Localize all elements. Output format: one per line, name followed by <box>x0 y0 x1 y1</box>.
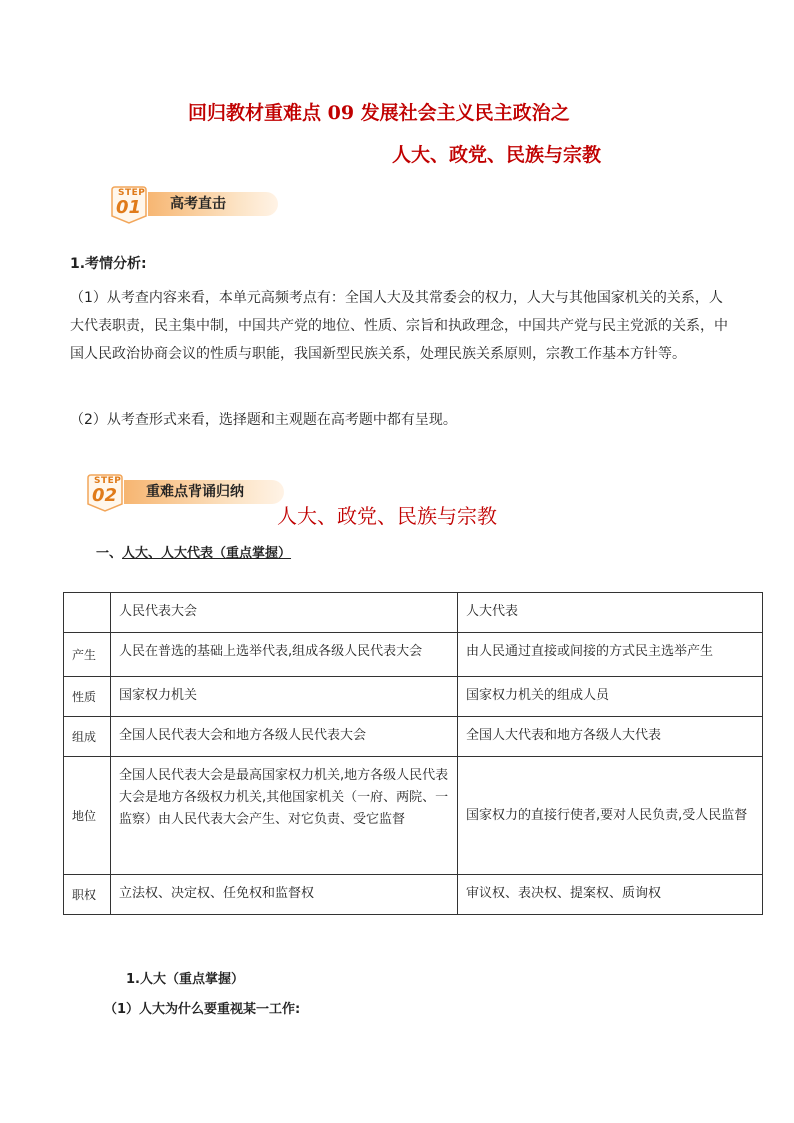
step-word: STEP <box>118 188 146 198</box>
table-cell: 全国人民代表大会和地方各级人民代表大会 <box>111 717 458 757</box>
comparison-table <box>63 592 763 915</box>
row-label: 性质 <box>64 677 111 717</box>
section-heading-renda-sub: 1.人大（重点掌握） <box>126 972 244 987</box>
table-cell: 由人民通过直接或间接的方式民主选举产生 <box>458 633 763 677</box>
step-number: 02 <box>92 485 118 506</box>
row-label: 地位 <box>64 757 111 875</box>
heading-prefix: 一、 <box>96 546 123 561</box>
section-heading-kaoqing: 1.考情分析: <box>70 256 147 272</box>
step-tag-icon <box>110 186 148 224</box>
step-02-badge <box>86 474 276 514</box>
table-header-cell: 人民代表大会 <box>111 593 458 633</box>
table-row <box>64 875 763 915</box>
document-title-line1: 回归教材重难点 09 发展社会主义民主政治之 <box>188 102 570 124</box>
paragraph-form: （2）从考查形式来看，选择题和主观题在高考题中都有呈现。 <box>70 412 457 428</box>
table-cell: 全国人大代表和地方各级人大代表 <box>458 717 763 757</box>
table-cell: 国家权力机关的组成人员 <box>458 677 763 717</box>
row-label: 产生 <box>64 633 111 677</box>
table-cell: 国家权力机关 <box>111 677 458 717</box>
table-cell: 全国人民代表大会是最高国家权力机关,地方各级人民代表大会是地方各级权力机关,其他国家机关（一府、两院、一监察）由人民代表大会产生、对它负责、受它监督 <box>111 757 458 875</box>
table-cell: 人民在普选的基础上选举代表,组成各级人民代表大会 <box>111 633 458 677</box>
paragraph-content: （1）从考查内容来看，本单元高频考点有：全国人大及其常委会的权力，人大与其他国家机关的关系，人大代表职责，民主集中制，中国共产党的地位、性质、宗旨和执政理念，中国共产党与民主党派的关系，中国人民政治协商会议的性质与职能，我国新型民族关系，处理民族关系原则，宗教工作基本方针等。 <box>70 290 728 362</box>
step-01-label: 高考直击 <box>140 192 278 216</box>
table-header-cell: 人大代表 <box>458 593 763 633</box>
table-header-row <box>64 593 763 633</box>
step-01-badge <box>110 186 250 226</box>
table-row <box>64 677 763 717</box>
table-cell: 立法权、决定权、任免权和监督权 <box>111 875 458 915</box>
heading-text: 人大、人大代表（重点掌握） <box>122 546 292 561</box>
table-row <box>64 757 763 875</box>
row-label: 职权 <box>64 875 111 915</box>
table-row <box>64 633 763 677</box>
step-word: STEP <box>94 476 122 486</box>
step-tag-icon <box>86 474 124 512</box>
table-header-cell <box>64 593 111 633</box>
step-02-label: 重难点背诵归纳 <box>116 480 284 504</box>
section-heading-renda <box>96 542 291 561</box>
document-title-line2: 人大、政党、民族与宗教 <box>392 144 602 166</box>
table-cell: 审议权、表决权、提案权、质询权 <box>458 875 763 915</box>
step-number: 01 <box>116 197 142 218</box>
section-subtitle: 人大、政党、民族与宗教 <box>277 504 497 528</box>
table-row <box>64 717 763 757</box>
question-heading: （1）人大为什么要重视某一工作: <box>104 1002 301 1017</box>
table-cell: 国家权力的直接行使者,要对人民负责,受人民监督 <box>458 757 763 875</box>
row-label: 组成 <box>64 717 111 757</box>
